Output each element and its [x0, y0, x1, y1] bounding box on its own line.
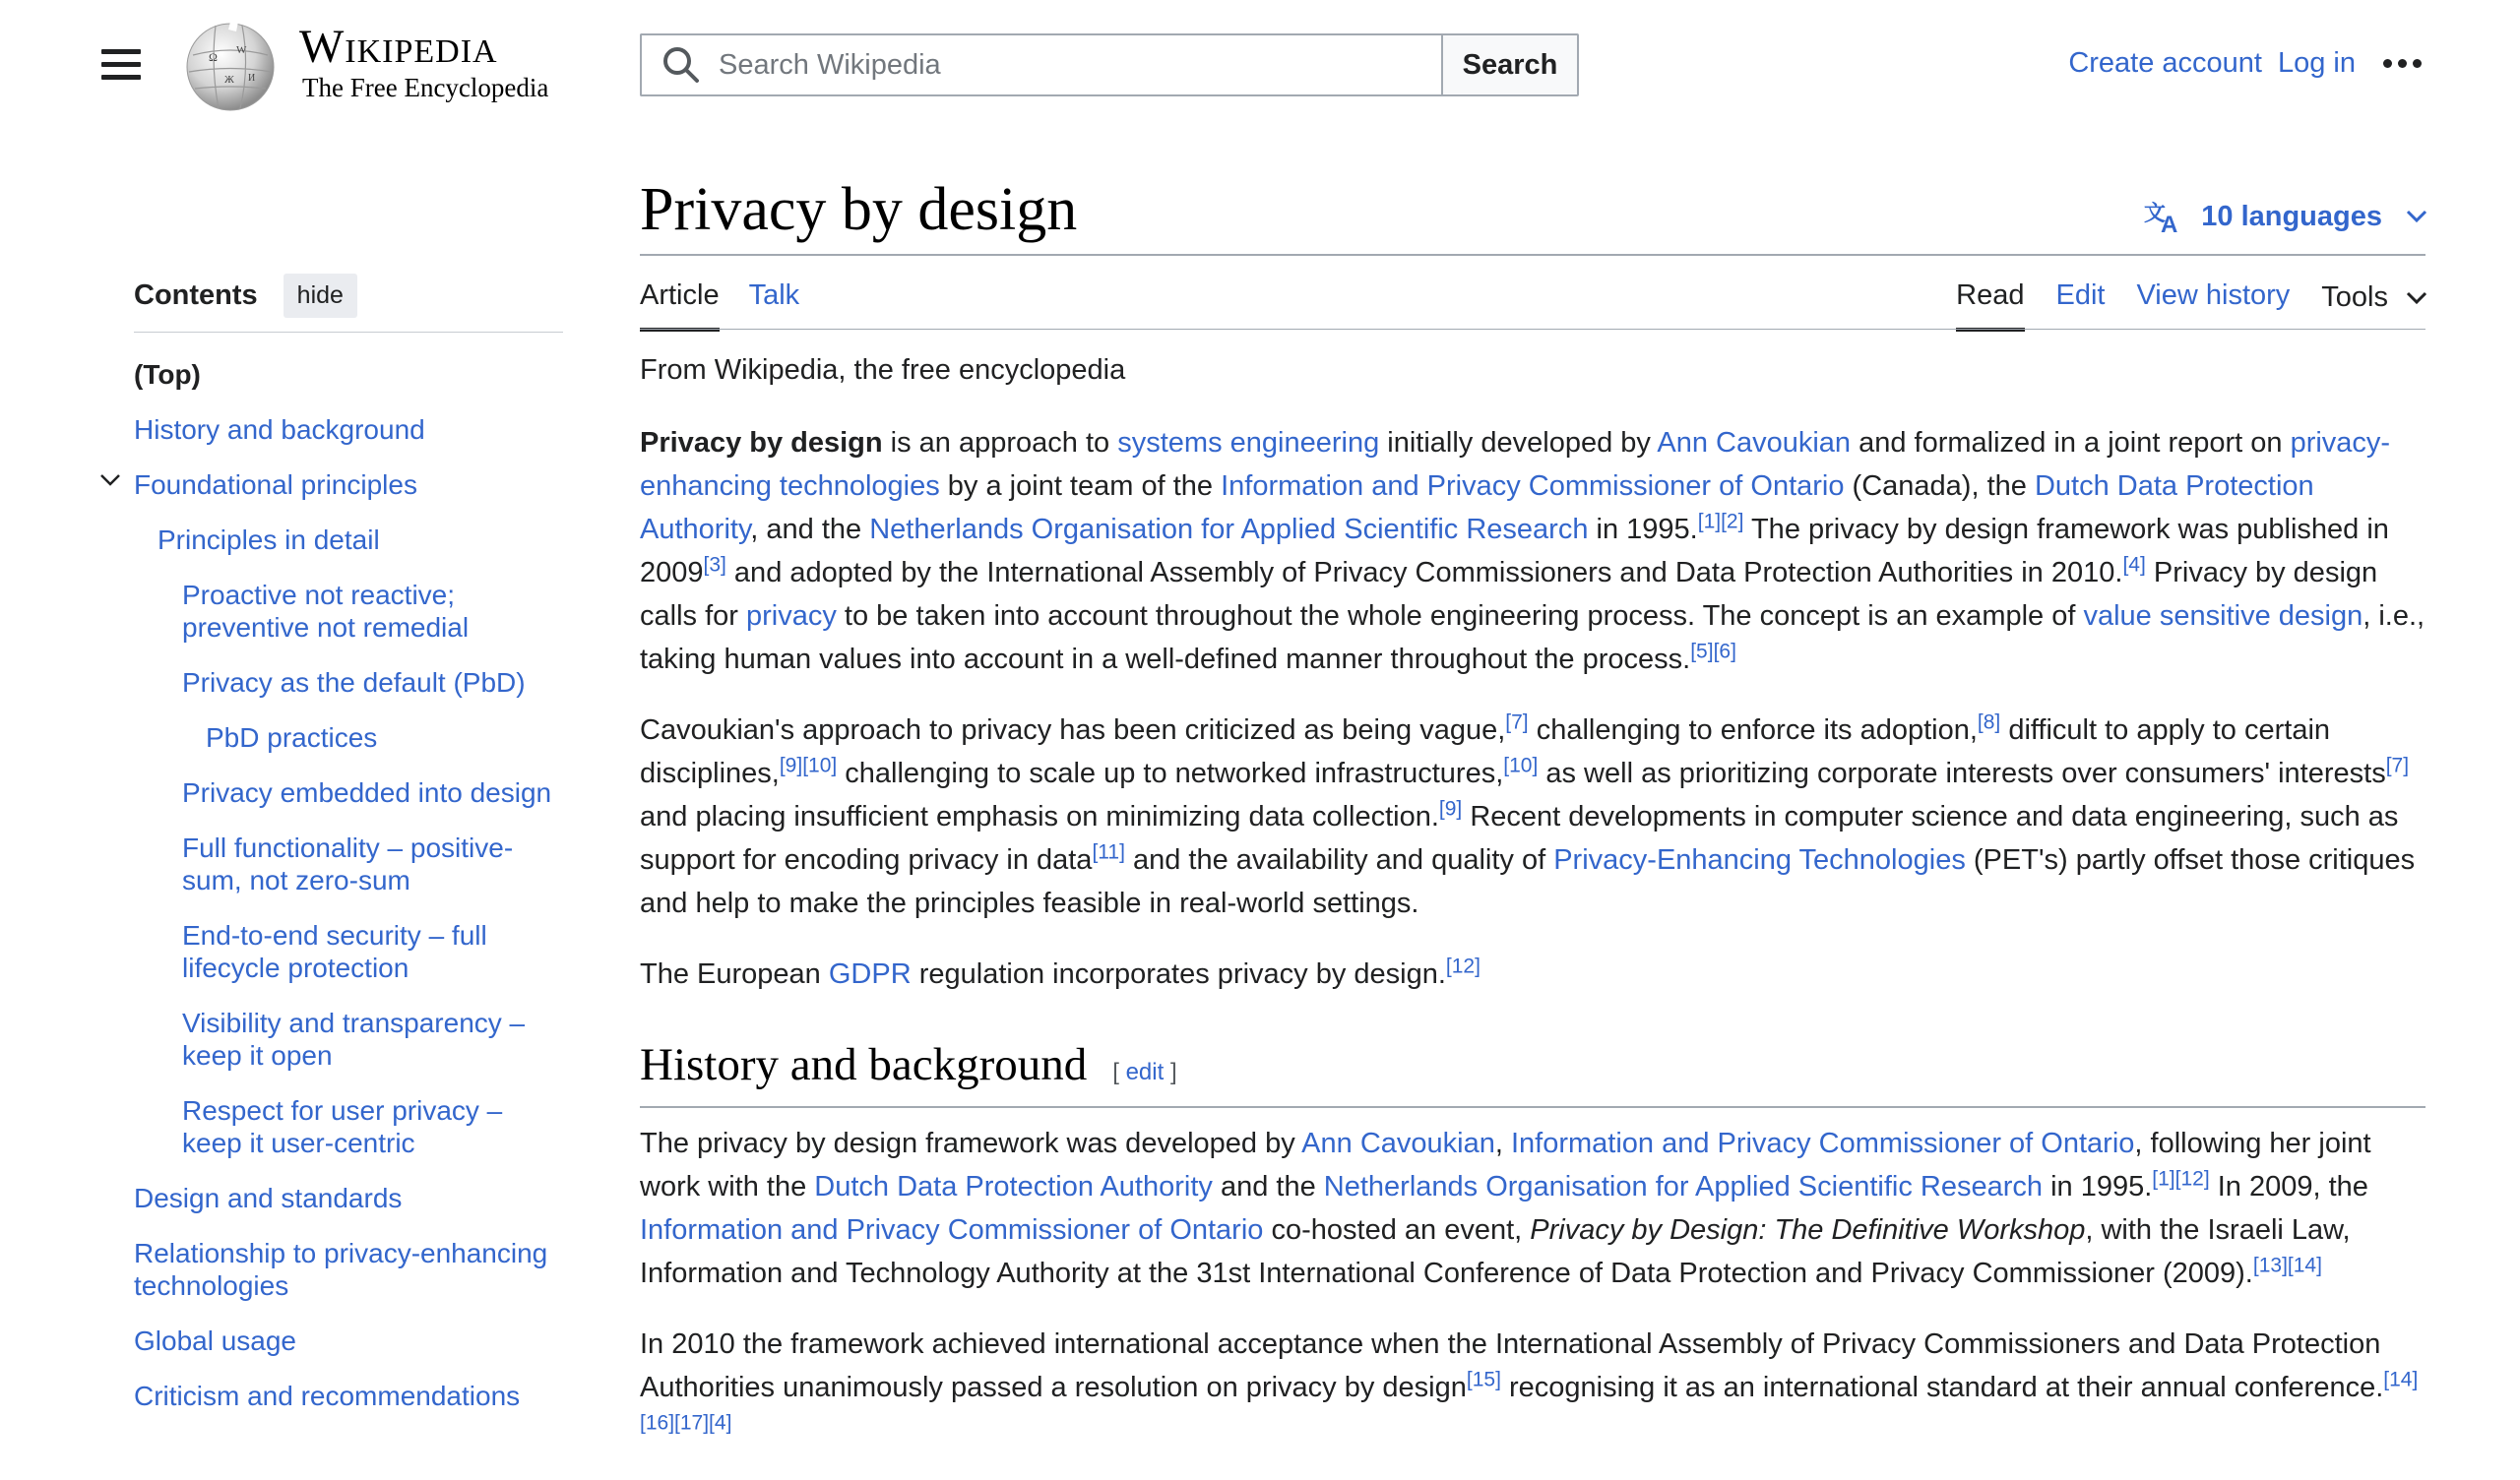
text: The privacy by design framework was published in 2009: [640, 514, 2389, 588]
title-divider: [640, 254, 2426, 256]
text: in 1995.: [1588, 514, 1698, 545]
toc-item-criticism[interactable]: Criticism and recommendations: [134, 1381, 521, 1411]
search-input[interactable]: [717, 48, 1410, 83]
toc-item-top[interactable]: (Top): [134, 359, 201, 390]
text: ,: [1494, 1128, 1511, 1159]
citation[interactable]: [15]: [1466, 1368, 1501, 1391]
bold-term: Privacy by design: [640, 427, 883, 459]
text: (Canada), the: [1844, 470, 2035, 502]
log-in-link[interactable]: Log in: [2277, 47, 2356, 79]
tab-article[interactable]: Article: [640, 279, 720, 332]
link-value-sensitive-design[interactable]: value sensitive design: [2083, 600, 2363, 632]
svg-text:И: И: [248, 73, 256, 84]
wikipedia-globe-logo[interactable]: [181, 18, 280, 112]
text: and the availability and quality of: [1124, 844, 1554, 876]
citation[interactable]: [3]: [703, 553, 726, 577]
search-form: [640, 33, 1579, 96]
link-ann-cavoukian[interactable]: Ann Cavoukian: [1657, 427, 1852, 459]
tools-label: Tools: [2321, 281, 2388, 313]
toc-collapse-chevron-icon[interactable]: [98, 472, 122, 488]
link-dutch-dpa[interactable]: Dutch Data Protection Authority: [814, 1171, 1213, 1202]
citation[interactable]: [14][16][17][4]: [640, 1368, 2419, 1435]
text: by a joint team of the: [939, 470, 1222, 502]
text: The privacy by design framework was developed by: [640, 1128, 1302, 1159]
lead-paragraph-1: [640, 421, 2426, 681]
tabs-divider: [640, 329, 2426, 330]
language-count: 10 languages: [2201, 200, 2382, 232]
citation[interactable]: [7]: [2385, 754, 2410, 777]
page-title: Privacy by design: [640, 176, 1078, 243]
edit-link[interactable]: edit: [1125, 1059, 1165, 1085]
toc-hide-button[interactable]: hide: [284, 274, 357, 318]
link-ann-cavoukian[interactable]: Ann Cavoukian: [1301, 1128, 1495, 1159]
tab-read[interactable]: Read: [1956, 279, 2024, 332]
edit-section-link: [ edit ]: [1112, 1059, 1177, 1085]
chevron-down-icon: [2406, 210, 2427, 223]
toc-item-privacy-default[interactable]: Privacy as the default (PbD): [182, 667, 526, 698]
toc-list: [134, 358, 563, 1412]
search-button[interactable]: Search: [1441, 33, 1579, 96]
link-gdpr[interactable]: GDPR: [828, 958, 912, 990]
history-paragraph-1: [640, 1122, 2426, 1295]
lead-paragraph-3: [640, 953, 2426, 996]
toc-item-privacy-embedded[interactable]: Privacy embedded into design: [182, 777, 552, 808]
text: to be taken into account throughout the whole engineering process. The concept is an example of: [836, 600, 2084, 632]
text: and formalized in a joint report on: [1851, 427, 2291, 459]
text: and placing insufficient emphasis on minimizing data collection.: [640, 801, 1439, 832]
text: The European: [640, 958, 829, 990]
lead-paragraph-2: [640, 709, 2426, 925]
link-pet[interactable]: privacy-enhancing technologies: [640, 427, 2391, 502]
tools-menu[interactable]: [2321, 279, 2427, 332]
citation[interactable]: [11]: [1092, 840, 1125, 864]
link-systems-engineering[interactable]: systems engineering: [1117, 427, 1380, 459]
link-tno[interactable]: Netherlands Organisation for Applied Scientific Research: [869, 514, 1589, 545]
text: in 1995.: [2043, 1171, 2153, 1202]
history-paragraph-2: [640, 1323, 2426, 1452]
toc-item-proactive[interactable]: Proactive not reactive; preventive not remedial: [182, 580, 470, 643]
text: challenging to enforce its adoption,: [1528, 714, 1978, 746]
italic-title: Privacy by Design: The Definitive Workshop: [1530, 1214, 2086, 1246]
citation[interactable]: [8]: [1977, 710, 2001, 734]
language-icon: [2144, 199, 2183, 234]
text: Recent developments in computer science and data engineering, such as support for encoding privacy in data: [640, 801, 2399, 876]
citation[interactable]: [1][2]: [1697, 510, 1744, 533]
citation[interactable]: [13][14]: [2252, 1254, 2322, 1277]
view-tabs: [1924, 279, 2427, 332]
svg-text:Ж: Ж: [224, 74, 234, 86]
toc-item-history[interactable]: History and background: [134, 414, 425, 445]
toc-item-foundational-principles[interactable]: Foundational principles: [134, 469, 417, 500]
link-privacy[interactable]: privacy: [745, 600, 837, 632]
text: recognising it as an international standard at their annual conference.: [1500, 1372, 2384, 1403]
text: challenging to scale up to networked infrastructures,: [837, 758, 1504, 789]
text: difficult to apply to certain disciplines,: [640, 714, 2331, 789]
toc-item-respect-user-privacy[interactable]: Respect for user privacy – keep it user-centric: [182, 1095, 503, 1158]
svg-text:Ω: Ω: [209, 50, 218, 64]
text: initially developed by: [1379, 427, 1658, 459]
citation[interactable]: [9][10]: [779, 754, 838, 777]
wordmark-title: Wikipedia: [299, 21, 498, 73]
text: and the: [1212, 1171, 1324, 1202]
svg-text:W: W: [236, 44, 247, 56]
toc-item-visibility[interactable]: Visibility and transparency – keep it open: [182, 1008, 526, 1071]
table-of-contents: [134, 274, 563, 1435]
text: co-hosted an event,: [1263, 1214, 1531, 1246]
wordmark-tagline: The Free Encyclopedia: [302, 73, 549, 102]
toc-item-relationship-pet[interactable]: Relationship to privacy-enhancing technologies: [134, 1238, 548, 1301]
tab-view-history[interactable]: View history: [2136, 279, 2291, 311]
link-pets[interactable]: Privacy-Enhancing Technologies: [1553, 844, 1966, 876]
article-body: [640, 348, 2426, 1480]
citation[interactable]: [1][12]: [2152, 1167, 2210, 1191]
link-dutch-dpa[interactable]: Dutch Data Protection Authority: [640, 470, 2314, 545]
search-box[interactable]: [640, 33, 1441, 96]
user-links: [2052, 47, 2422, 80]
link-ipc-ontario[interactable]: Information and Privacy Commissioner of Ontario: [1510, 1128, 2135, 1159]
tab-talk[interactable]: Talk: [748, 279, 800, 311]
link-ipc-ontario[interactable]: Information and Privacy Commissioner of Ontario: [1221, 470, 1845, 502]
text: In 2009, the: [2209, 1171, 2368, 1202]
citation[interactable]: [12]: [1445, 955, 1480, 978]
citation[interactable]: [7]: [1505, 710, 1529, 734]
text: , with the Israeli Law, Information and Technology Authority at the 31st International Conference of Data Protection and Privacy Commissioner (2009).: [640, 1214, 2351, 1289]
search-icon: [660, 43, 703, 87]
text: is an approach to: [882, 427, 1118, 459]
section-heading-history: [640, 1039, 2426, 1108]
text: regulation incorporates privacy by design.: [911, 958, 1446, 990]
site-subtitle: From Wikipedia, the free encyclopedia: [640, 354, 1126, 386]
main-menu-icon[interactable]: [101, 49, 141, 81]
toc-item-pbd-practices[interactable]: PbD practices: [206, 722, 378, 753]
toc-title: Contents: [134, 279, 258, 311]
toc-item-end-to-end-security[interactable]: End-to-end security – full lifecycle protection: [182, 920, 487, 983]
citation[interactable]: [4]: [2122, 553, 2146, 577]
wikipedia-wordmark[interactable]: [299, 22, 548, 102]
text: Privacy by design calls for: [640, 557, 2378, 632]
citation[interactable]: [5][6]: [1690, 640, 1736, 663]
text: , following her joint work with the: [640, 1128, 2371, 1202]
language-button[interactable]: [2144, 199, 2427, 234]
svg-text:A: A: [2161, 212, 2178, 234]
citation[interactable]: [9]: [1438, 797, 1463, 821]
toc-item-design-standards[interactable]: Design and standards: [134, 1183, 403, 1213]
toc-item-principles-in-detail[interactable]: Principles in detail: [158, 524, 380, 555]
namespace-tabs: [640, 279, 829, 332]
section-title: History and background: [640, 1039, 1088, 1090]
more-options-icon[interactable]: [2383, 59, 2422, 68]
text: and adopted by the International Assembly of Privacy Commissioners and Data Protection Authorities in 2010.: [725, 557, 2123, 588]
text: (PET's) partly offset those critiques and help to make the principles feasible in real-world settings.: [640, 844, 2416, 919]
text: In 2010 the framework achieved international acceptance when the International Assembly of Privacy Commissioners and Data Protection Authorities unanimously passed a resolution on privacy by design: [640, 1328, 2381, 1403]
toc-item-full-functionality[interactable]: Full functionality – positive-sum, not zero-sum: [182, 832, 514, 895]
tab-edit[interactable]: Edit: [2055, 279, 2106, 311]
chevron-down-icon: [2406, 291, 2427, 305]
text: as well as prioritizing corporate interests over consumers' interests: [1538, 758, 2386, 789]
toc-item-global-usage[interactable]: Global usage: [134, 1326, 297, 1356]
toc-header: [134, 274, 563, 333]
text: , i.e., taking human values into account in a well-defined manner throughout the process.: [640, 600, 2426, 675]
text: Cavoukian's approach to privacy has been criticized as being vague,: [640, 714, 1506, 746]
citation[interactable]: [10]: [1503, 754, 1539, 777]
text: , and the: [750, 514, 870, 545]
link-tno[interactable]: Netherlands Organisation for Applied Scientific Research: [1323, 1171, 2044, 1202]
svg-text:文: 文: [2144, 202, 2167, 226]
create-account-link[interactable]: Create account: [2068, 47, 2262, 79]
link-ipc-ontario[interactable]: Information and Privacy Commissioner of Ontario: [640, 1214, 1264, 1246]
